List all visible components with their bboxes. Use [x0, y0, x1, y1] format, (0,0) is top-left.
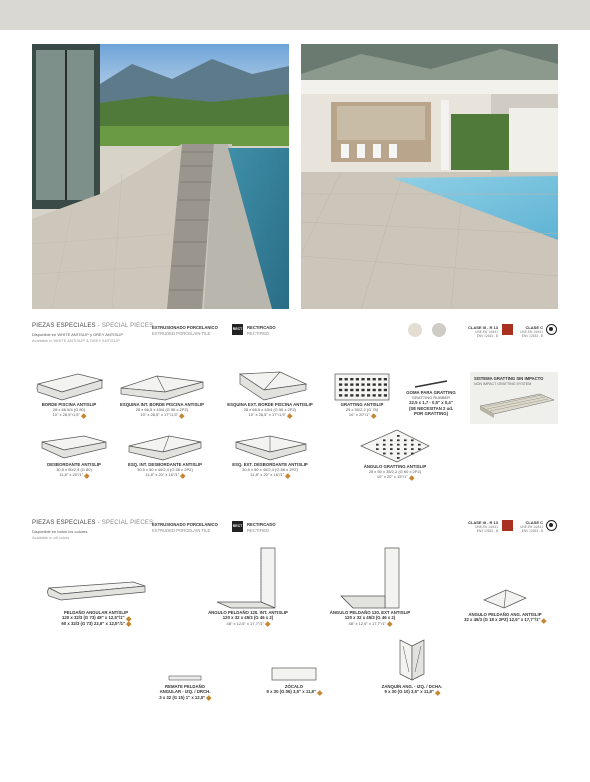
rectified-icon-2: RECT [232, 521, 243, 532]
frost-resistance-icon-2 [546, 520, 557, 531]
gratting-system-box: SISTEMA GRATTING SIN IMPACTO NON IMPACT GRATTING SYSTEM [470, 372, 558, 424]
zocalo-drawing [268, 664, 320, 684]
angulo-peldano-int-drawing [213, 546, 283, 610]
remate-peldano-drawing [165, 672, 205, 684]
zocalo-item: ZÓCALO 9 x 30 (G 06) 3,5" x 11,8" [256, 664, 332, 695]
peldano-angular-item: PELDAÑO ANGULAR ANTISLIP 120 x 32/3 (G 73) 48" x 12,5"/1" 60 x 32/3 (G 73) 23,6" x 12,5"/1" [40, 580, 152, 626]
borde-piscina-item: BORDE PISCINA ANTISLIP 28 x 66,5/4 (G 80) 10" x 26,5"/1,5" [32, 370, 106, 417]
esq-ext-desbordante-drawing [230, 432, 310, 462]
zanquin-drawing [392, 636, 432, 684]
section2-title: PIEZAS ESPECIALES - SPECIAL PIECES [32, 520, 154, 526]
esquina-int-drawing [117, 370, 207, 402]
esq-int-desbordante-drawing [125, 432, 205, 462]
clase-slip-rating-2: CLASE III - R 13 UNE-EN 14/441 ENV 12633 - B [467, 520, 498, 533]
angulo-peldano-ang-drawing [480, 588, 530, 612]
angulo-peldano-ext-item: ÁNGULO PELDAÑO 120. EXT ANTISLIP 120 x 32 x 45/3 (G 46 x 2) 48" x 12,5" x 17,7"/1" [322, 546, 418, 626]
angulo-peldano-ext-drawing [335, 546, 405, 610]
section1-availability: Disponible en WHITE ANTISLIP y GREY ANTISLIP [32, 332, 123, 337]
section2-availability: Disponible en todos los colores [32, 529, 88, 534]
extruded-tag: EXTRUSIONADO PORCELANICO EXTRUDED PORCELAIN TILE [152, 325, 218, 336]
angulo-peldano-ang-item: ÁNGULO PELDAÑO ANG. ANTISLIP 32 x 45/3 (G 18 x 2PZ) 12,5" x 17,7"/1" [452, 588, 558, 623]
clase-slip-rating: CLASE III - R 13 UNE-EN 14/441 ENV 12633 - B [467, 325, 498, 338]
goma-gratting-item: GOMA PARA GRATTING GRATTING RUBBER 22,5 x 1,7 - 0,5" x 0,4" (SE NECESITAN 2 ud. POR GRATTING) [398, 378, 464, 417]
frost-resistance-icon [546, 324, 557, 335]
clase-c-rating: CLASE C UNE-EN 14/441 ENV 12633 - B [520, 325, 543, 338]
rectified-tag-2: RECTIFICADO RECTIFIED [247, 522, 276, 533]
esquina-ext-drawing [230, 368, 310, 402]
borde-piscina-drawing [34, 370, 104, 402]
desbordante-item: DESBORDANTE ANTISLIP 30,5 x 50/2,4 (G 80) 11,8" x 20"/1" [32, 432, 116, 477]
extruded-tag-2: EXTRUSIONADO PORCELANICO EXTRUDED PORCELAIN TILE [152, 522, 218, 533]
slip-resistance-icon [502, 324, 513, 335]
slip-resistance-icon-2 [502, 520, 513, 531]
esq-int-desbordante-item: ESQ. INT. DESBORDANTE ANTISLIP 30,5 x 50 x 40/2,4 (G 56 x 2PZ) 11,8" x 20" x 16"/1" [116, 432, 214, 477]
clase-c-rating-2: CLASE C UNE-EN 14/441 ENV 12633 - B [520, 520, 543, 533]
zanquin-item: ZANQUÍN ANG. - IZQ. / DCHA. 9 x 30 (G 10) 3,5" x 11,8" [362, 636, 462, 695]
section1-availability-en: Available in WHITE ANTISLIP & GREY ANTISLIP [32, 338, 120, 343]
section1-header [32, 323, 558, 353]
gratting-drawing [333, 372, 391, 402]
grey-antislip-swatch [432, 323, 446, 337]
section1-title: PIEZAS ESPECIALES - SPECIAL PIECES [32, 323, 154, 329]
esquina-int-borde-item: ESQUINA INT. BORDE PISCINA ANTISLIP 28 x 66,5 x 43/4 (G 56 x 2PZ) 10" x 26,5" x 17"/1,5" [114, 370, 210, 417]
white-antislip-swatch [408, 323, 422, 337]
pool-house-photo-right [301, 44, 558, 309]
rectified-tag: RECTIFICADO RECTIFIED [247, 325, 276, 336]
angulo-gratting-item: ÁNGULO GRATTING ANTISLIP 25 x 50 x 35/2,2 (G 60 x 2PZ) 10" x 20" x 15"/1" [350, 428, 440, 479]
esq-ext-desbordante-item: ESQ. EXT. DESBORDANTE ANTISLIP 30,5 x 50 x 40/2,4 (G 56 x 2PZ) 11,8" x 20" x 16"/1" [220, 432, 320, 477]
remate-peldano-item: REMATE PELDAÑO ANGULAR - IZQ. / DRCH. 3 x 32 (G 15) 1" x 12,5" [150, 672, 220, 700]
goma-rubber-drawing [411, 378, 451, 390]
esquina-ext-borde-item: ESQUINA EXT. BORDE PISCINA ANTISLIP 28 x 66,5 x 43/4 (G 56 x 2PZ) 10" x 26,5" x 17"/1,5" [220, 368, 320, 417]
angulo-gratting-drawing [357, 428, 433, 464]
section2-availability-en: Available in all colors [32, 535, 70, 540]
gratting-system-drawing [470, 372, 558, 424]
peldano-angular-drawing [43, 580, 149, 610]
desbordante-drawing [38, 432, 110, 462]
angulo-peldano-int-item: ÁNGULO PELDAÑO 120. INT. ANTISLIP 120 x 32 x 45/3 (G 46 x 2) 48" x 12,5" x 17,7"/1" [200, 546, 296, 626]
top-band [0, 0, 590, 30]
gratting-item: GRATTING ANTISLIP 25 x 50/2,2 (G 78) 10" x 20"/1" [330, 372, 394, 417]
rectified-icon: RECT [232, 324, 243, 335]
pool-terrace-photo-left [32, 44, 289, 309]
